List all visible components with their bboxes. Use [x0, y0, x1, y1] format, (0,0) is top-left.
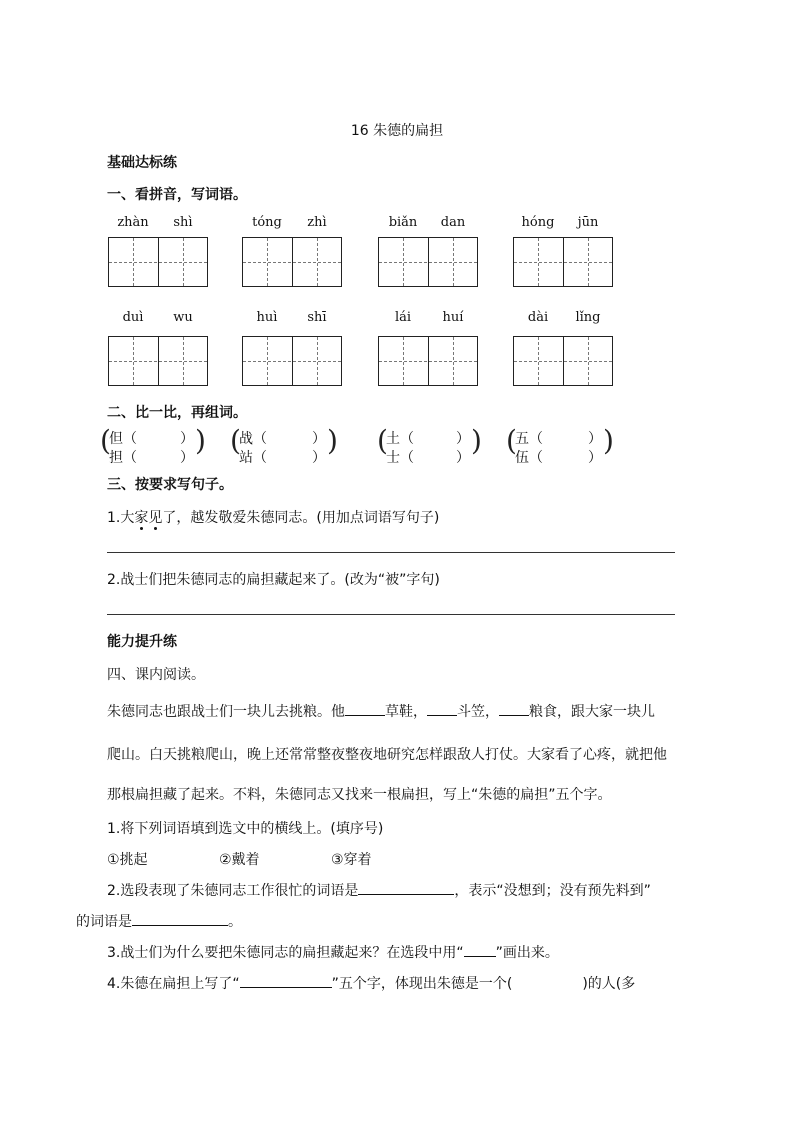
emphasis-dot — [154, 527, 157, 530]
fill-blank[interactable] — [240, 975, 332, 988]
q3-sentence-1: 1.大家见了，越发敬爱朱德同志。(用加点词语写句子) — [107, 510, 440, 526]
brace-left: ( — [100, 424, 111, 457]
page-title: 16 朱德的扁担 — [350, 123, 444, 139]
q4-sub-4 — [107, 973, 635, 993]
fill-blank[interactable] — [345, 703, 385, 716]
section-basic-heading: 基础达标练 — [107, 155, 177, 171]
passage-line-1 — [107, 701, 655, 721]
q3-sentence-2: 2.战士们把朱德同志的扁担藏起来了。(改为“被”字句) — [107, 572, 440, 588]
brace-left: ( — [506, 424, 517, 457]
compare-char: 但（ — [109, 431, 137, 447]
compare-char: 担（ — [109, 450, 137, 466]
option-3: ③穿着 — [331, 852, 372, 868]
pinyin: shī — [307, 310, 327, 325]
compare-char: 战（ — [239, 431, 267, 447]
answer-line[interactable] — [107, 552, 675, 553]
option-2: ②戴着 — [219, 852, 260, 868]
pinyin: duì — [122, 310, 144, 325]
fill-blank[interactable] — [358, 882, 454, 895]
q4-sub-1: 1.将下列词语填到选文中的横线上。(填序号) — [107, 821, 384, 837]
compare-char: 五（ — [515, 431, 543, 447]
writing-box[interactable] — [108, 336, 208, 386]
compare-char: 伍（ — [515, 450, 543, 466]
paren-close: ） — [312, 450, 326, 466]
pinyin: wu — [173, 310, 193, 325]
writing-box[interactable] — [378, 237, 478, 287]
q1-heading: 一、看拼音，写词语。 — [107, 187, 247, 203]
writing-box[interactable] — [108, 237, 208, 287]
passage-text: 朱德同志也跟战士们一块儿去挑粮。他 — [107, 704, 345, 720]
pinyin: lǐng — [575, 310, 601, 325]
option-1: ①挑起 — [107, 852, 148, 868]
q-text: 2.选段表现了朱德同志工作很忙的词语是 — [107, 883, 359, 899]
compare-char: 士（ — [386, 450, 414, 466]
passage-text: 粮食，跟大家一块儿 — [529, 704, 655, 720]
pinyin: lái — [394, 310, 412, 325]
paren-close: ） — [588, 431, 602, 447]
brace-right: ) — [471, 424, 482, 457]
q2-heading: 二、比一比，再组词。 — [107, 405, 247, 421]
compare-char: 站（ — [239, 450, 267, 466]
q-text: 的词语是 — [76, 914, 132, 930]
writing-box[interactable] — [378, 336, 478, 386]
q-text: 。 — [228, 914, 242, 930]
brace-right: ) — [195, 424, 206, 457]
q-text: )的人(多 — [582, 976, 636, 992]
pinyin: zhàn — [117, 215, 149, 230]
section-ability-heading: 能力提升练 — [107, 634, 177, 650]
q-text: ”五个字，体现出朱德是一个( — [331, 976, 513, 992]
writing-box[interactable] — [242, 237, 342, 287]
passage-text: 草鞋， — [385, 704, 427, 720]
pinyin: biǎn — [388, 215, 418, 230]
brace-left: ( — [230, 424, 241, 457]
writing-box[interactable] — [242, 336, 342, 386]
pinyin: dan — [440, 215, 466, 230]
pinyin: jūn — [577, 215, 599, 230]
pinyin: zhì — [307, 215, 327, 230]
q-text: ”画出来。 — [495, 945, 559, 961]
q4-sub-3 — [107, 942, 559, 962]
passage-line-3: 那根扁担藏了起来。不料，朱德同志又找来一根扁担，写上“朱德的扁担”五个字。 — [107, 787, 612, 803]
pinyin: hóng — [521, 215, 555, 230]
compare-char: 土（ — [386, 431, 414, 447]
q-text: ，表示“没想到；没有预先料到” — [454, 883, 651, 899]
writing-box[interactable] — [513, 336, 613, 386]
paren-close: ） — [180, 431, 194, 447]
pinyin: huí — [442, 310, 464, 325]
paren-close: ） — [180, 450, 194, 466]
brace-right: ) — [327, 424, 338, 457]
paren-close: ） — [456, 431, 470, 447]
fill-blank[interactable] — [132, 913, 228, 926]
q-text: 3.战士们为什么要把朱德同志的扁担藏起来？在选段中用“ — [107, 945, 464, 961]
q4-sub-2 — [107, 880, 651, 900]
pinyin: dài — [527, 310, 549, 325]
fill-blank[interactable] — [464, 944, 496, 957]
q3-heading: 三、按要求写句子。 — [107, 477, 233, 493]
emphasis-dot — [140, 527, 143, 530]
answer-line[interactable] — [107, 614, 675, 615]
q4-sub-2-cont — [76, 911, 242, 931]
passage-text: 斗笠， — [457, 704, 499, 720]
pinyin: tóng — [252, 215, 282, 230]
writing-box[interactable] — [513, 237, 613, 287]
passage-line-2: 爬山。白天挑粮爬山，晚上还常常整夜整夜地研究怎样跟敌人打仗。大家看了心疼，就把他 — [107, 747, 667, 763]
brace-left: ( — [377, 424, 388, 457]
paren-close: ） — [456, 450, 470, 466]
q4-heading: 四、课内阅读。 — [107, 667, 205, 683]
paren-close: ） — [588, 450, 602, 466]
pinyin: shì — [173, 215, 193, 230]
pinyin: huì — [256, 310, 278, 325]
fill-blank[interactable] — [427, 703, 457, 716]
fill-blank[interactable] — [499, 703, 529, 716]
brace-right: ) — [603, 424, 614, 457]
paren-close: ） — [312, 431, 326, 447]
q-text: 4.朱德在扁担上写了“ — [107, 976, 240, 992]
